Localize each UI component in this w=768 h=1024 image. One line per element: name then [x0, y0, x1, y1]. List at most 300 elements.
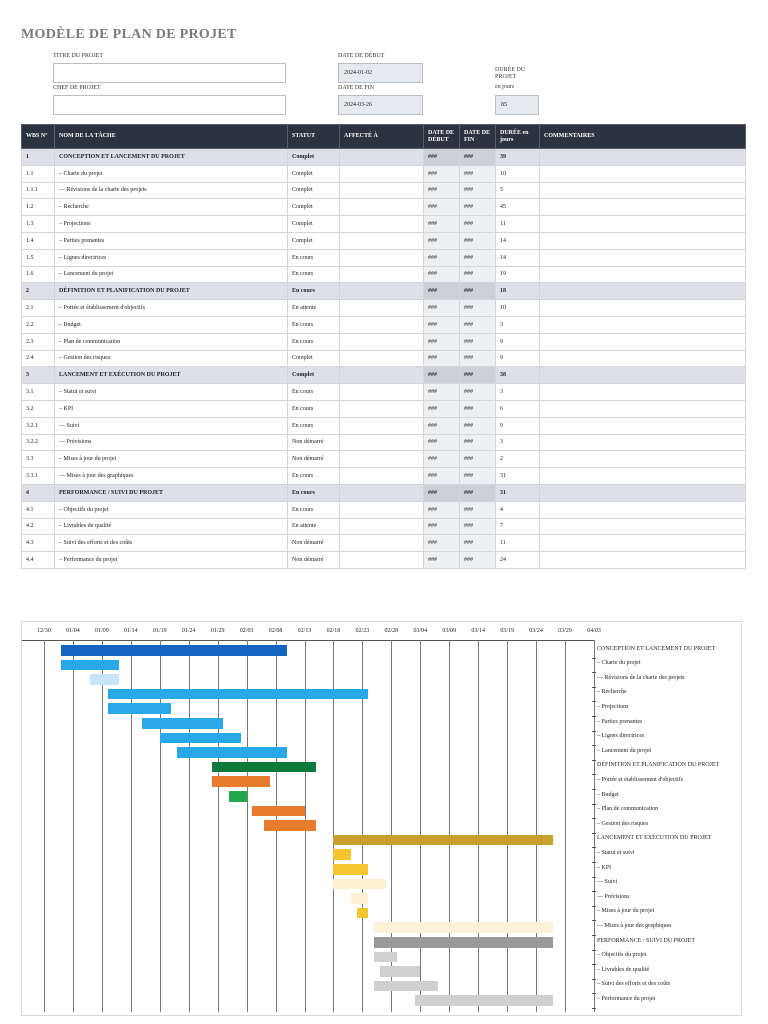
- cell-name[interactable]: – Objectifs du projet: [55, 501, 288, 518]
- cell-duration[interactable]: 5: [496, 182, 540, 199]
- cell-name[interactable]: – Gestion des risques: [55, 350, 288, 367]
- start-date-label: DATE DE DÉBUT: [338, 53, 385, 59]
- cell-comments[interactable]: [540, 552, 746, 569]
- gantt-bar: [333, 879, 385, 890]
- manager-field[interactable]: [53, 95, 286, 115]
- cell-wbs[interactable]: 2: [22, 283, 55, 300]
- cell-name[interactable]: – Suivi des efforts et des coûts: [55, 535, 288, 552]
- cell-assigned[interactable]: [340, 451, 424, 468]
- cell-status[interactable]: En cours: [288, 501, 340, 518]
- gantt-row-tick: [592, 979, 596, 980]
- task-row: [22, 182, 746, 199]
- cell-status[interactable]: Complet: [288, 199, 340, 216]
- x-tick-label: 02/03: [239, 628, 254, 634]
- cell-duration[interactable]: 31: [496, 484, 540, 501]
- cell-wbs[interactable]: 2.4: [22, 350, 55, 367]
- cell-end[interactable]: ###: [460, 434, 496, 451]
- grid-line: [73, 640, 74, 1012]
- gantt-row-tick: [592, 658, 596, 659]
- cell-wbs[interactable]: 1: [22, 149, 55, 166]
- cell-end[interactable]: ###: [460, 333, 496, 350]
- cell-name[interactable]: – Lancement du projet: [55, 266, 288, 283]
- cell-assigned[interactable]: [340, 316, 424, 333]
- cell-end[interactable]: ###: [460, 216, 496, 233]
- column-header: WBS N°: [22, 125, 55, 149]
- gantt-bar: [264, 820, 316, 831]
- cell-status[interactable]: En attente: [288, 300, 340, 317]
- cell-assigned[interactable]: [340, 350, 424, 367]
- cell-wbs[interactable]: 3.2.1: [22, 417, 55, 434]
- cell-wbs[interactable]: 1.1.1: [22, 182, 55, 199]
- cell-start[interactable]: ###: [424, 417, 460, 434]
- gantt-axis-line: [22, 640, 594, 641]
- cell-name[interactable]: PERFORMANCE / SUIVI DU PROJET: [55, 484, 288, 501]
- cell-start[interactable]: ###: [424, 400, 460, 417]
- cell-name[interactable]: — Suivi: [55, 417, 288, 434]
- cell-end[interactable]: ###: [460, 199, 496, 216]
- cell-status[interactable]: Complet: [288, 350, 340, 367]
- cell-status[interactable]: En cours: [288, 468, 340, 485]
- cell-status[interactable]: Complet: [288, 182, 340, 199]
- cell-duration[interactable]: 14: [496, 232, 540, 249]
- gantt-task-label: — Prévisions: [597, 893, 630, 900]
- cell-comments[interactable]: [540, 199, 746, 216]
- cell-comments[interactable]: [540, 417, 746, 434]
- cell-status[interactable]: Non démarré: [288, 451, 340, 468]
- cell-comments[interactable]: [540, 350, 746, 367]
- cell-end[interactable]: ###: [460, 552, 496, 569]
- start-date-field[interactable]: 2024-01-02: [338, 63, 423, 83]
- cell-name[interactable]: – Recherche: [55, 199, 288, 216]
- gantt-bar: [212, 762, 316, 773]
- cell-assigned[interactable]: [340, 283, 424, 300]
- gantt-row-tick: [592, 964, 596, 965]
- cell-start[interactable]: ###: [424, 367, 460, 384]
- cell-comments[interactable]: [540, 249, 746, 266]
- cell-end[interactable]: ###: [460, 417, 496, 434]
- cell-comments[interactable]: [540, 149, 746, 166]
- grid-line: [478, 640, 479, 1012]
- x-tick-label: 03/24: [529, 628, 543, 634]
- cell-end[interactable]: ###: [460, 149, 496, 166]
- cell-name[interactable]: – Statut et suivi: [55, 384, 288, 401]
- cell-start[interactable]: ###: [424, 182, 460, 199]
- cell-name[interactable]: – Parties prenantes: [55, 232, 288, 249]
- cell-comments[interactable]: [540, 518, 746, 535]
- gantt-task-label: – Plan de communication: [597, 806, 659, 813]
- cell-start[interactable]: ###: [424, 216, 460, 233]
- cell-wbs[interactable]: 1.3: [22, 216, 55, 233]
- cell-comments[interactable]: [540, 434, 746, 451]
- gantt-task-label: – Budget: [597, 791, 619, 798]
- gantt-task-label: – Portée et établissement d'objectifs: [597, 776, 684, 783]
- cell-duration[interactable]: 11: [496, 216, 540, 233]
- cell-status[interactable]: Complet: [288, 149, 340, 166]
- gantt-row-tick: [592, 701, 596, 702]
- cell-end[interactable]: ###: [460, 266, 496, 283]
- cell-assigned[interactable]: [340, 199, 424, 216]
- gantt-row-tick: [592, 716, 596, 717]
- x-tick-label: 04/03: [587, 628, 601, 634]
- cell-duration[interactable]: 14: [496, 249, 540, 266]
- cell-duration[interactable]: 19: [496, 266, 540, 283]
- cell-name[interactable]: – Charte du projet: [55, 165, 288, 182]
- phase-row: [22, 367, 746, 384]
- cell-wbs[interactable]: 2.1: [22, 300, 55, 317]
- gantt-task-label: – Lignes directrices: [597, 733, 645, 740]
- grid-line: [102, 640, 103, 1012]
- cell-wbs[interactable]: 1.5: [22, 249, 55, 266]
- cell-start[interactable]: ###: [424, 451, 460, 468]
- cell-assigned[interactable]: [340, 434, 424, 451]
- cell-end[interactable]: ###: [460, 518, 496, 535]
- cell-duration[interactable]: 31: [496, 468, 540, 485]
- cell-end[interactable]: ###: [460, 535, 496, 552]
- cell-end[interactable]: ###: [460, 468, 496, 485]
- cell-comments[interactable]: [540, 333, 746, 350]
- cell-comments[interactable]: [540, 400, 746, 417]
- cell-comments[interactable]: [540, 384, 746, 401]
- cell-duration[interactable]: 10: [496, 300, 540, 317]
- cell-name[interactable]: – Mises à jour du projet: [55, 451, 288, 468]
- cell-start[interactable]: ###: [424, 266, 460, 283]
- task-row: [22, 451, 746, 468]
- x-tick-label: 02/18: [326, 628, 341, 634]
- cell-duration[interactable]: 18: [496, 283, 540, 300]
- cell-status[interactable]: En cours: [288, 266, 340, 283]
- gantt-row-tick: [592, 950, 596, 951]
- cell-duration[interactable]: 3: [496, 434, 540, 451]
- cell-duration[interactable]: 24: [496, 552, 540, 569]
- cell-comments[interactable]: [540, 316, 746, 333]
- cell-assigned[interactable]: [340, 182, 424, 199]
- end-date-field[interactable]: 2024-03-26: [338, 95, 423, 115]
- cell-name[interactable]: – KPI: [55, 400, 288, 417]
- grid-line: [536, 640, 537, 1012]
- gantt-bar: [212, 776, 270, 787]
- cell-status[interactable]: En cours: [288, 417, 340, 434]
- project-title-label: TITRE DU PROJET: [53, 53, 103, 59]
- cell-assigned[interactable]: [340, 165, 424, 182]
- task-row: [22, 434, 746, 451]
- cell-name[interactable]: – Portée et établissement d'objectifs: [55, 300, 288, 317]
- cell-comments[interactable]: [540, 501, 746, 518]
- task-row: [22, 165, 746, 182]
- cell-name[interactable]: — Prévisions: [55, 434, 288, 451]
- cell-name[interactable]: — Révisions de la charte des projets: [55, 182, 288, 199]
- cell-wbs[interactable]: 1.2: [22, 199, 55, 216]
- cell-assigned[interactable]: [340, 384, 424, 401]
- cell-assigned[interactable]: [340, 367, 424, 384]
- cell-comments[interactable]: [540, 283, 746, 300]
- cell-name[interactable]: CONCEPTION ET LANCEMENT DU PROJET: [55, 149, 288, 166]
- cell-start[interactable]: ###: [424, 552, 460, 569]
- cell-name[interactable]: – Projections: [55, 216, 288, 233]
- x-tick-label: 02/23: [355, 628, 370, 634]
- cell-wbs[interactable]: 2.2: [22, 316, 55, 333]
- cell-comments[interactable]: [540, 367, 746, 384]
- cell-assigned[interactable]: [340, 552, 424, 569]
- cell-duration[interactable]: 3: [496, 384, 540, 401]
- cell-status[interactable]: Complet: [288, 367, 340, 384]
- gantt-row-tick: [592, 862, 596, 863]
- cell-wbs[interactable]: 1.1: [22, 165, 55, 182]
- cell-assigned[interactable]: [340, 333, 424, 350]
- gantt-task-label: – Statut et suivi: [597, 849, 635, 856]
- cell-wbs[interactable]: 4.4: [22, 552, 55, 569]
- cell-status[interactable]: Complet: [288, 232, 340, 249]
- gantt-bar: [61, 660, 119, 671]
- task-row: [22, 249, 746, 266]
- cell-start[interactable]: ###: [424, 350, 460, 367]
- gantt-row-tick: [592, 847, 596, 848]
- gantt-bar: [177, 747, 287, 758]
- gantt-bar: [108, 703, 172, 714]
- cell-wbs[interactable]: 1.6: [22, 266, 55, 283]
- cell-end[interactable]: ###: [460, 165, 496, 182]
- gantt-row-tick: [592, 833, 596, 834]
- cell-duration[interactable]: 3: [496, 316, 540, 333]
- cell-duration[interactable]: 45: [496, 199, 540, 216]
- cell-comments[interactable]: [540, 484, 746, 501]
- gantt-row-tick: [592, 745, 596, 746]
- gantt-bar: [333, 864, 368, 875]
- cell-duration[interactable]: 9: [496, 350, 540, 367]
- cell-assigned[interactable]: [340, 300, 424, 317]
- cell-assigned[interactable]: [340, 216, 424, 233]
- cell-assigned[interactable]: [340, 249, 424, 266]
- cell-comments[interactable]: [540, 165, 746, 182]
- task-row: [22, 468, 746, 485]
- cell-start[interactable]: ###: [424, 434, 460, 451]
- gantt-task-label: – Lancement du projet: [597, 747, 652, 754]
- x-tick-label: 02/28: [384, 628, 399, 634]
- cell-wbs[interactable]: 3.3.1: [22, 468, 55, 485]
- cell-comments[interactable]: [540, 468, 746, 485]
- grid-line: [449, 640, 450, 1012]
- x-tick-label: 01/04: [66, 628, 80, 634]
- cell-status[interactable]: Non démarré: [288, 552, 340, 569]
- gantt-row-tick: [592, 920, 596, 921]
- column-header: COMMENTAIRES: [540, 125, 746, 149]
- cell-wbs[interactable]: 3.2.2: [22, 434, 55, 451]
- cell-name[interactable]: – Lignes directrices: [55, 249, 288, 266]
- cell-duration[interactable]: 2: [496, 451, 540, 468]
- gantt-bar: [415, 995, 554, 1006]
- gantt-task-label: – Projections: [597, 703, 629, 710]
- cell-wbs[interactable]: 4.1: [22, 501, 55, 518]
- gantt-bar: [61, 645, 287, 656]
- gantt-row-tick: [592, 906, 596, 907]
- cell-assigned[interactable]: [340, 232, 424, 249]
- cell-status[interactable]: En cours: [288, 316, 340, 333]
- cell-comments[interactable]: [540, 232, 746, 249]
- cell-status[interactable]: Complet: [288, 216, 340, 233]
- cell-start[interactable]: ###: [424, 384, 460, 401]
- task-row: [22, 384, 746, 401]
- cell-comments[interactable]: [540, 451, 746, 468]
- cell-start[interactable]: ###: [424, 468, 460, 485]
- cell-start[interactable]: ###: [424, 199, 460, 216]
- cell-wbs[interactable]: 4.2: [22, 518, 55, 535]
- cell-name[interactable]: – Plan de communication: [55, 333, 288, 350]
- cell-start[interactable]: ###: [424, 501, 460, 518]
- cell-assigned[interactable]: [340, 468, 424, 485]
- cell-name[interactable]: LANCEMENT ET EXÉCUTION DU PROJET: [55, 367, 288, 384]
- column-header: NOM DE LA TÂCHE: [55, 125, 288, 149]
- cell-end[interactable]: ###: [460, 300, 496, 317]
- cell-duration[interactable]: 10: [496, 165, 540, 182]
- grid-line: [565, 640, 566, 1012]
- gantt-bar: [351, 893, 368, 904]
- end-date-label: DATE DE FIN: [338, 85, 374, 91]
- table-header-row: [22, 125, 746, 149]
- gantt-bar: [374, 937, 553, 948]
- cell-end[interactable]: ###: [460, 249, 496, 266]
- phase-row: [22, 149, 746, 166]
- cell-end[interactable]: ###: [460, 283, 496, 300]
- cell-start[interactable]: ###: [424, 535, 460, 552]
- cell-comments[interactable]: [540, 216, 746, 233]
- cell-comments[interactable]: [540, 266, 746, 283]
- cell-status[interactable]: En cours: [288, 249, 340, 266]
- cell-end[interactable]: ###: [460, 316, 496, 333]
- gantt-row-tick: [592, 818, 596, 819]
- cell-assigned[interactable]: [340, 535, 424, 552]
- gantt-bar: [142, 718, 223, 729]
- cell-wbs[interactable]: 3.1: [22, 384, 55, 401]
- cell-wbs[interactable]: 4: [22, 484, 55, 501]
- cell-wbs[interactable]: 2.3: [22, 333, 55, 350]
- cell-wbs[interactable]: 4.3: [22, 535, 55, 552]
- task-row: [22, 199, 746, 216]
- x-tick-label: 03/19: [500, 628, 514, 634]
- cell-start[interactable]: ###: [424, 484, 460, 501]
- cell-end[interactable]: ###: [460, 232, 496, 249]
- cell-status[interactable]: En cours: [288, 384, 340, 401]
- gantt-task-label: – Parties prenantes: [597, 718, 643, 725]
- cell-start[interactable]: ###: [424, 333, 460, 350]
- cell-name[interactable]: — Mises à jour des graphiques: [55, 468, 288, 485]
- project-title-field[interactable]: [53, 63, 286, 83]
- cell-assigned[interactable]: [340, 149, 424, 166]
- cell-assigned[interactable]: [340, 400, 424, 417]
- duration-label: DURÉE DU PROJET: [495, 67, 526, 80]
- cell-start[interactable]: ###: [424, 232, 460, 249]
- cell-start[interactable]: ###: [424, 283, 460, 300]
- cell-end[interactable]: ###: [460, 384, 496, 401]
- task-row: [22, 350, 746, 367]
- x-tick-label: 02/13: [297, 628, 312, 634]
- cell-wbs[interactable]: 3: [22, 367, 55, 384]
- cell-status[interactable]: En attente: [288, 518, 340, 535]
- cell-status[interactable]: Complet: [288, 165, 340, 182]
- cell-wbs[interactable]: 1.4: [22, 232, 55, 249]
- cell-status[interactable]: En cours: [288, 333, 340, 350]
- gantt-task-label: – Performance du projet: [597, 995, 656, 1002]
- cell-status[interactable]: En cours: [288, 484, 340, 501]
- cell-comments[interactable]: [540, 182, 746, 199]
- cell-comments[interactable]: [540, 535, 746, 552]
- cell-end[interactable]: ###: [460, 350, 496, 367]
- gantt-task-label: – Gestion des risques: [597, 820, 649, 827]
- cell-assigned[interactable]: [340, 518, 424, 535]
- cell-assigned[interactable]: [340, 501, 424, 518]
- gantt-row-tick: [592, 891, 596, 892]
- cell-status[interactable]: Non démarré: [288, 535, 340, 552]
- gantt-chart: [21, 621, 742, 1016]
- cell-duration[interactable]: 9: [496, 333, 540, 350]
- cell-end[interactable]: ###: [460, 182, 496, 199]
- gantt-bar: [160, 733, 241, 744]
- manager-label: CHEF DE PROJET: [53, 85, 101, 91]
- cell-status[interactable]: En cours: [288, 283, 340, 300]
- cell-name[interactable]: – Livrables de qualité: [55, 518, 288, 535]
- cell-name[interactable]: DÉFINITION ET PLANIFICATION DU PROJET: [55, 283, 288, 300]
- column-header: DATE DE FIN: [460, 125, 496, 149]
- cell-start[interactable]: ###: [424, 518, 460, 535]
- cell-start[interactable]: ###: [424, 300, 460, 317]
- cell-duration[interactable]: 38: [496, 367, 540, 384]
- grid-line: [44, 640, 45, 1012]
- gantt-row-tick: [592, 877, 596, 878]
- cell-duration[interactable]: 7: [496, 518, 540, 535]
- gantt-row-tick: [592, 774, 596, 775]
- gantt-row-tick: [592, 672, 596, 673]
- gantt-bar: [374, 952, 397, 963]
- gantt-bar: [252, 806, 304, 817]
- cell-assigned[interactable]: [340, 417, 424, 434]
- gantt-task-label: DÉFINITION ET PLANIFICATION DU PROJET: [597, 762, 720, 769]
- cell-start[interactable]: ###: [424, 165, 460, 182]
- task-row: [22, 316, 746, 333]
- cell-assigned[interactable]: [340, 266, 424, 283]
- cell-name[interactable]: – Budget: [55, 316, 288, 333]
- cell-wbs[interactable]: 3.3: [22, 451, 55, 468]
- cell-end[interactable]: ###: [460, 400, 496, 417]
- gantt-row-tick: [592, 993, 596, 994]
- gantt-task-label: — Mises à jour des graphiques: [597, 922, 672, 929]
- cell-comments[interactable]: [540, 300, 746, 317]
- cell-end[interactable]: ###: [460, 451, 496, 468]
- cell-start[interactable]: ###: [424, 149, 460, 166]
- x-tick-label: 01/24: [181, 628, 196, 634]
- cell-start[interactable]: ###: [424, 249, 460, 266]
- grid-line: [420, 640, 421, 1012]
- cell-wbs[interactable]: 3.2: [22, 400, 55, 417]
- cell-duration[interactable]: 9: [496, 417, 540, 434]
- cell-duration[interactable]: 11: [496, 535, 540, 552]
- cell-end[interactable]: ###: [460, 484, 496, 501]
- cell-status[interactable]: En cours: [288, 400, 340, 417]
- gantt-bar: [333, 835, 553, 846]
- cell-start[interactable]: ###: [424, 316, 460, 333]
- cell-status[interactable]: Non démarré: [288, 434, 340, 451]
- gantt-bar: [374, 981, 438, 992]
- cell-duration[interactable]: 6: [496, 400, 540, 417]
- grid-line: [507, 640, 508, 1012]
- cell-end[interactable]: ###: [460, 501, 496, 518]
- cell-name[interactable]: – Performance du projet: [55, 552, 288, 569]
- task-row: [22, 417, 746, 434]
- task-row: [22, 518, 746, 535]
- gantt-row-tick: [592, 731, 596, 732]
- cell-end[interactable]: ###: [460, 367, 496, 384]
- cell-assigned[interactable]: [340, 484, 424, 501]
- cell-duration[interactable]: 39: [496, 149, 540, 166]
- gantt-row-tick: [592, 687, 596, 688]
- cell-duration[interactable]: 4: [496, 501, 540, 518]
